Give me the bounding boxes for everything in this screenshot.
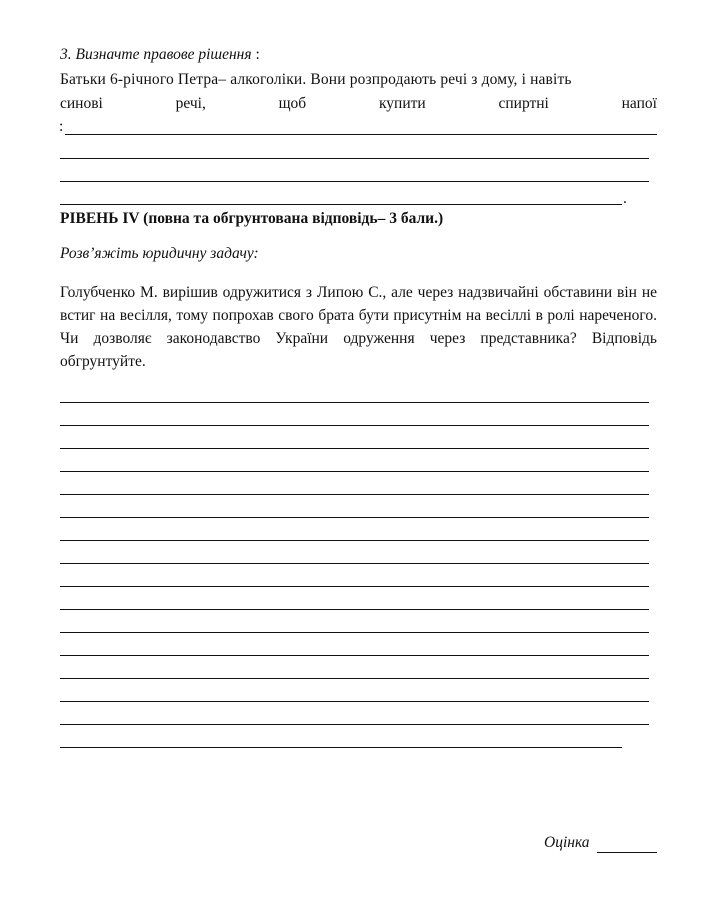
- task3-heading-text: 3. Визначте правове рішення: [60, 46, 252, 63]
- answer-end-dot: .: [623, 190, 627, 207]
- task3-line2: [60, 95, 657, 113]
- grade-label: Оцінка: [544, 834, 590, 851]
- task3-heading: [60, 46, 260, 64]
- answer-line[interactable]: [60, 494, 649, 495]
- task3-word: синові: [60, 95, 103, 112]
- task3-line1: Батьки 6-річного Петра– алкоголіки. Вони розпродають речі з дому, і навіть: [60, 71, 572, 88]
- task3-word: напої: [621, 95, 657, 112]
- answer-line[interactable]: [60, 563, 649, 564]
- answer-line-prefix: :: [59, 118, 64, 135]
- answer-line[interactable]: [60, 204, 622, 205]
- answer-line[interactable]: [60, 471, 649, 472]
- level4-heading: РІВЕНЬ IV (повна та обгрунтована відповідь– 3 бали.): [60, 210, 444, 227]
- answer-line[interactable]: [60, 655, 649, 656]
- task3-word: спиртні: [498, 95, 549, 112]
- answer-line[interactable]: [60, 586, 649, 587]
- answer-line[interactable]: [60, 402, 649, 403]
- task3-word: купити: [378, 95, 426, 112]
- answer-line[interactable]: [60, 158, 649, 159]
- answer-line[interactable]: [60, 517, 649, 518]
- answer-line[interactable]: [60, 701, 649, 702]
- answer-line[interactable]: [60, 632, 649, 633]
- answer-line[interactable]: [65, 134, 657, 135]
- level4-instruction: Розв’яжіть юридичну задачу:: [60, 245, 259, 262]
- task3-word: щоб: [278, 95, 307, 112]
- task3-word: речі,: [175, 95, 206, 112]
- task3-heading-colon: :: [251, 46, 260, 63]
- level4-task-text: Голубченко М. вирішив одружитися з Липою С., але через надзвичайні обставини він не встиг на весілля, тому попрохав свого брата бути присутнім на весіллі в ролі нареченого. Чи дозволяє законодавство України одруження через представника? Відповідь обгрунтуйте.: [60, 284, 657, 370]
- answer-line[interactable]: [60, 678, 649, 679]
- answer-line[interactable]: [60, 724, 649, 725]
- answer-line[interactable]: [60, 540, 649, 541]
- answer-line[interactable]: [60, 181, 649, 182]
- grade-field[interactable]: [597, 852, 657, 853]
- answer-line[interactable]: [60, 747, 622, 748]
- answer-line[interactable]: [60, 425, 649, 426]
- answer-line[interactable]: [60, 448, 649, 449]
- answer-line[interactable]: [60, 609, 649, 610]
